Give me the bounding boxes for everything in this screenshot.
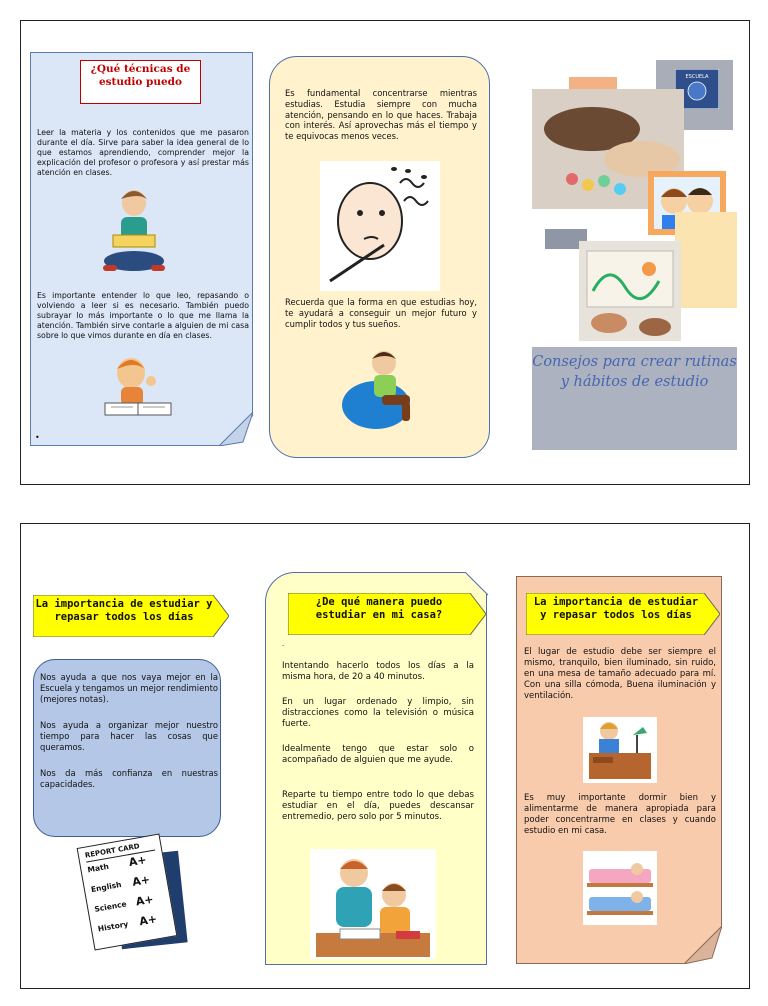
brochure-page-2 <box>20 523 750 989</box>
report-grade-history: A+ <box>138 912 158 929</box>
father-son-study-illustration <box>310 849 436 959</box>
reading-tip-text: Leer la materia y los contenidos que me pasaron durante el día. Sirve para saber la idea general de lo que estamos aprendiendo, comprender mejor la explicación del profesor o profesora y así prestar más atención en clases. <box>37 128 249 177</box>
stray-dot: . <box>282 640 285 648</box>
home-study-panel <box>265 572 487 965</box>
report-grade-math: A+ <box>127 853 148 870</box>
cover-yellow-block <box>675 212 737 308</box>
report-grade-english: A+ <box>131 872 152 889</box>
bullet-mark: • <box>35 433 40 442</box>
report-grade-science: A+ <box>134 892 155 909</box>
brochure-page-1 <box>20 20 750 485</box>
importance-heading-right: La importancia de estudiar y repasar todos los días <box>528 596 704 621</box>
benefit-time-text: Nos ayuda a organizar mejor nuestro tiempo para hacer las cosas que queramos. <box>40 720 218 752</box>
home-study-heading-arrow <box>288 593 486 635</box>
study-place-panel <box>516 576 722 964</box>
report-card-sheet <box>77 833 178 950</box>
report-card-heading: REPORT CARD <box>84 840 155 863</box>
study-techniques-title: ¿Qué técnicas de estudio puedo <box>80 60 201 104</box>
school-logo-top-text: ESCUELA <box>685 74 709 80</box>
boy-thinking-beanbag-illustration <box>340 345 418 431</box>
report-subject-history: History <box>97 919 129 934</box>
child-at-desk-illustration <box>583 717 657 783</box>
page-curl-icon <box>219 412 253 446</box>
boy-reading-illustration <box>99 185 169 277</box>
report-card-illustration <box>79 840 189 952</box>
importance-heading-arrow-right <box>526 593 720 635</box>
child-sleeping-illustration <box>583 851 657 925</box>
sleep-food-text: Es muy importante dormir bien y alimentarme de manera apropiada para poder concentrarme en clases y cuando estudio en mi casa. <box>524 793 716 836</box>
thinking-face-illustration <box>320 161 440 291</box>
study-techniques-panel <box>30 52 253 446</box>
panel-clipped-corner <box>465 572 489 596</box>
future-text: Recuerda que la forma en que estudias hoy, te ayudará a conseguir un mejor futuro y cumplir todos y tus sueños. <box>285 297 477 329</box>
understanding-tip-text: Es importante entender lo que leo, repasando o volviendo a leer si es necesario. También puedo subrayar lo más importante o lo que me llama la atención. También sirve contarle a alguien de mi casa sobre lo que vimos durante en día en clases. <box>37 291 249 340</box>
study-place-text: El lugar de estudio debe ser siempre el mismo, tranquilo, bien iluminado, sin ruido, en una mesa de tamaño adecuado para mí. Con una silla cómoda, Buena iluminación y ventilación. <box>524 647 716 701</box>
importance-heading-left: La importancia de estudiar y repasar todos los días <box>35 598 213 623</box>
home-study-heading: ¿De qué manera puedo estudiar en mi casa? <box>290 596 468 621</box>
report-subject-math: Math <box>86 861 110 875</box>
clean-place-text: En un lugar ordenado y limpio, sin distracciones como la televisión o música fuerte. <box>282 697 474 729</box>
page-curl-icon <box>684 926 722 964</box>
importance-heading-arrow-left <box>33 595 229 637</box>
benefit-confidence-text: Nos da más confianza en nuestras capacidades. <box>40 768 218 789</box>
report-subject-english: English <box>90 879 123 895</box>
importance-benefits-box <box>33 659 221 837</box>
benefit-grades-text: Nos ayuda a que nos vaya mejor en la Escuela y tengamos un mejor rendimiento (mejores notas). <box>40 672 218 704</box>
concentration-text: Es fundamental concentrarse mientras estudias. Estudia siempre con mucha atención, pensando en lo que haces. Trabaja con interés. Así aprovechas más el tiempo y te equivocas menos veces. <box>285 88 477 141</box>
child-studying-illustration <box>101 351 176 421</box>
concentration-panel <box>269 56 490 458</box>
children-painting-photo <box>579 241 681 341</box>
company-text: Idealmente tengo que estar solo o acompañado de alguien que me ayude. <box>282 744 474 765</box>
cover-title: Consejos para crear rutinas y hábitos de estudio <box>532 347 737 450</box>
report-subject-science: Science <box>93 899 128 914</box>
same-time-text: Intentando hacerlo todos los días a la misma hora, de 20 a 40 minutos. <box>282 661 474 682</box>
time-split-text: Reparte tu tiempo entre todo lo que debas estudiar en el día, puedes descansar entremedio, pero solo por 5 minutos. <box>282 790 474 822</box>
